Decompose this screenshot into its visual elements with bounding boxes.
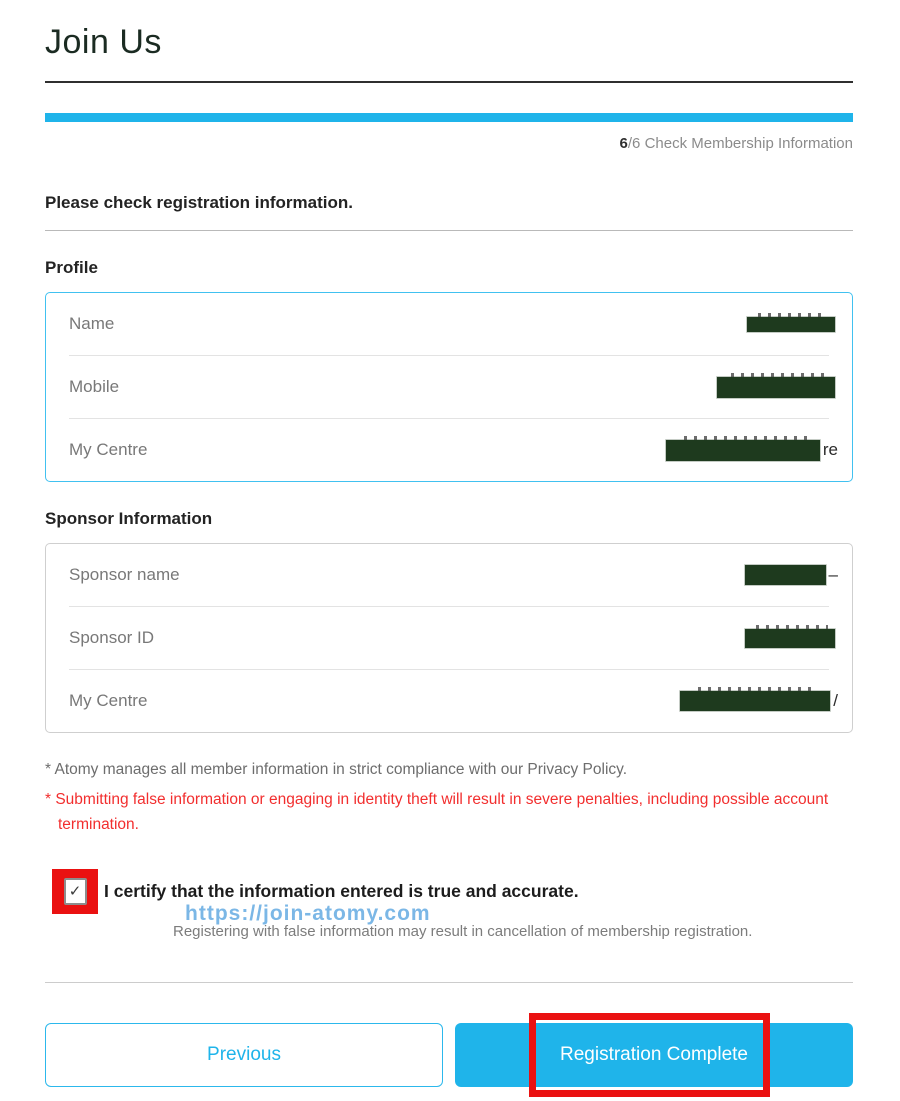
sponsor-row-id <box>46 607 852 669</box>
instruction-text: Please check registration information. <box>45 193 353 212</box>
profile-row-name <box>46 293 852 355</box>
value-fragment: re <box>822 440 838 459</box>
value-fragment: / <box>833 691 838 710</box>
redaction-bar <box>744 628 836 649</box>
profile-mobile-label: Mobile <box>69 377 120 396</box>
registration-complete-label: Registration Complete <box>560 1043 748 1065</box>
profile-row-centre <box>46 419 852 481</box>
profile-mobile-value <box>716 376 838 399</box>
profile-name-value <box>746 316 838 333</box>
previous-button[interactable]: Previous <box>45 1023 443 1087</box>
step-indicator <box>45 135 853 152</box>
certify-checkbox[interactable] <box>64 878 87 905</box>
value-fragment: – <box>828 565 838 584</box>
warning-note: * Submitting false information or engaging in identity theft will result in severe penalties, including possible account termination. <box>45 791 829 833</box>
title-divider <box>45 81 853 83</box>
sponsor-section-heading: Sponsor Information <box>45 509 213 528</box>
sponsor-centre-label: My Centre <box>69 691 148 710</box>
sponsor-box <box>45 543 853 733</box>
instruction-divider <box>45 230 853 231</box>
step-current: 6 <box>619 135 628 152</box>
redaction-bar <box>746 316 836 333</box>
profile-name-label: Name <box>69 314 115 333</box>
sponsor-centre-value <box>679 690 838 712</box>
sponsor-id-value <box>744 628 838 649</box>
checkmark-icon: ✓ <box>68 883 82 901</box>
site-watermark: https://join-atomy.com <box>185 901 431 925</box>
certify-line <box>45 869 853 914</box>
page-title: Join Us <box>45 23 162 61</box>
sponsor-id-label: Sponsor ID <box>69 628 155 647</box>
profile-centre-value <box>665 439 838 462</box>
redaction-bar <box>665 439 821 462</box>
progress-bar <box>45 113 853 122</box>
progress-bar-fill <box>45 113 853 122</box>
redaction-bar <box>679 690 831 712</box>
privacy-note: * Atomy manages all member information in strict compliance with our Privacy Policy. <box>45 761 628 778</box>
button-row <box>45 1023 853 1087</box>
certify-area <box>45 869 853 940</box>
sponsor-row-name <box>46 544 852 606</box>
sponsor-name-label: Sponsor name <box>69 565 180 584</box>
certify-label[interactable]: I certify that the information entered is true and accurate. <box>104 880 579 901</box>
profile-section-heading: Profile <box>45 258 98 277</box>
certify-subnote: Registering with false information may result in cancellation of membership registration. <box>173 922 753 940</box>
profile-centre-label: My Centre <box>69 440 148 459</box>
sponsor-row-centre <box>46 670 852 732</box>
profile-box <box>45 292 853 482</box>
checkbox-highlight-annotation <box>52 869 98 914</box>
step-label: /6 Check Membership Information <box>627 135 853 152</box>
footer-divider <box>45 982 853 983</box>
redaction-bar <box>744 564 827 586</box>
redaction-bar <box>716 376 836 399</box>
registration-complete-button[interactable] <box>455 1023 853 1087</box>
sponsor-name-value <box>744 564 838 586</box>
profile-row-mobile <box>46 356 852 418</box>
